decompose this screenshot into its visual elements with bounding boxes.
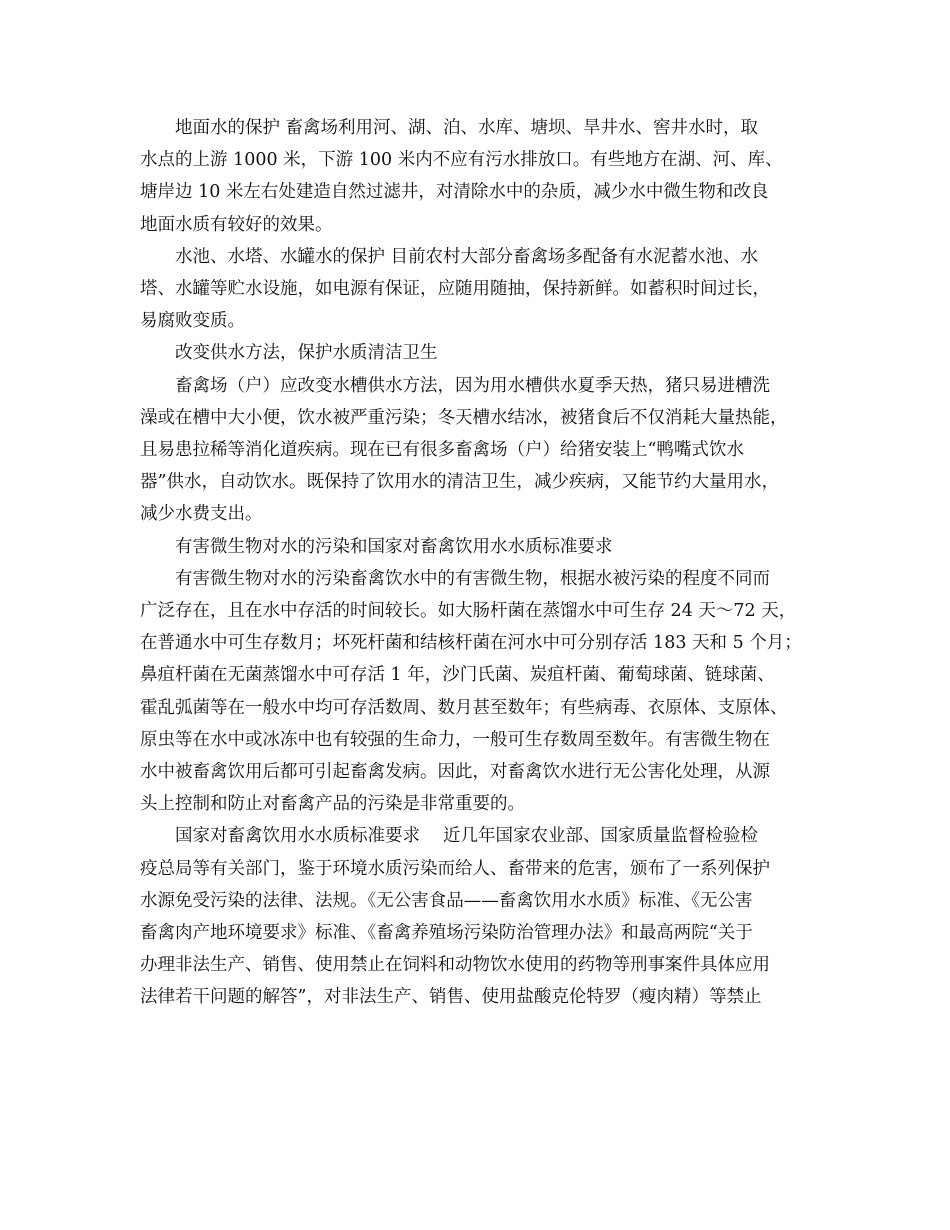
text-line: 在普通水中可生存数月；坏死杆菌和结核杆菌在河水中可分别存活 183 天和 5 个月；: [140, 633, 802, 654]
document-page: [140, 112, 815, 1014]
text-line: 塔、水罐等贮水设施，如电源有保证，应随用随抽，保持新鲜。如蓄积时间过长，: [140, 279, 770, 300]
text-line: 塘岸边 10 米左右处建造自然过滤井，对清除水中的杂质，减少水中微生物和改良: [140, 182, 769, 203]
text-line: 地面水质有较好的效果。: [140, 214, 333, 235]
text-line: 有害微生物对水的污染畜禽饮水中的有害微生物，根据水被污染的程度不同而: [175, 568, 770, 589]
paragraph-surface-water: [140, 112, 815, 241]
text-line: 水中被畜禽饮用后都可引起畜禽发病。因此，对畜禽饮水进行无公害化处理，从源: [140, 762, 770, 783]
text-line: 畜禽场（户）应改变水槽供水方法，因为用水槽供水夏季天热，猪只易进槽洗: [175, 375, 770, 396]
text-line: 法律若干问题的解答”，对非法生产、销售、使用盐酸克伦特罗（瘦肉精）等禁止: [140, 987, 762, 1008]
text-line: 国家对畜禽饮用水水质标准要求 近几年国家农业部、国家质量监督检验检: [175, 826, 759, 847]
paragraph-national-standards: [140, 820, 815, 1013]
text-line: 澡或在槽中大小便，饮水被严重污染；冬天槽水结冰，被猪食后不仅消耗大量热能，: [140, 407, 788, 428]
text-line: 水点的上游 1000 米，下游 100 米内不应有污水排放口。有些地方在湖、河、库、: [140, 150, 783, 171]
paragraph-tank-water: [140, 241, 815, 338]
text-line: 器”供水，自动饮水。既保持了饮用水的清洁卫生，减少疾病，又能节约大量用水，: [140, 472, 779, 493]
text-line: 改变供水方法，保护水质清洁卫生: [175, 343, 438, 364]
text-line: 原虫等在水中或冰冻中也有较强的生命力，一般可生存数周至数年。有害微生物在: [140, 729, 770, 750]
paragraph-microbe-pollution: [140, 563, 815, 821]
paragraph-trough-supply: [140, 370, 815, 531]
text-line: 且易患拉稀等消化道疾病。现在已有很多畜禽场（户）给猪安装上“鸭嘴式饮水: [140, 440, 744, 461]
text-line: 头上控制和防止对畜禽产品的污染是非常重要的。: [140, 794, 525, 815]
text-line: 易腐败变质。: [140, 311, 245, 332]
text-line: 霍乱弧菌等在一般水中均可存活数周、数月甚至数年；有些病毒、衣原体、支原体、: [140, 697, 788, 718]
text-line: 有害微生物对水的污染和国家对畜禽饮用水水质标准要求: [175, 536, 613, 557]
text-line: 疫总局等有关部门，鉴于环境水质污染而给人、畜带来的危害，颁布了一系列保护: [140, 858, 770, 879]
text-line: 畜禽肉产地环境要求》标准、《畜禽养殖场污染防治管理办法》和最高两院“关于: [140, 923, 753, 944]
text-line: 水池、水塔、水罐水的保护 目前农村大部分畜禽场多配备有水泥蓄水池、水: [175, 246, 759, 267]
text-line: 减少水费支出。: [140, 504, 263, 525]
text-line: 鼻疽杆菌在无菌蒸馏水中可存活 1 年，沙门氏菌、炭疽杆菌、葡萄球菌、链球菌、: [140, 665, 775, 686]
text-line: 地面水的保护 畜禽场利用河、湖、泊、水库、塘坝、旱井水、窖井水时，取: [175, 118, 759, 138]
section-heading-microbes: [140, 531, 815, 563]
text-line: 办理非法生产、销售、使用禁止在饲料和动物饮水使用的药物等刑事案件具体应用: [140, 955, 770, 976]
section-heading-water-supply: [140, 337, 815, 369]
text-line: 广泛存在，且在水中存活的时间较长。如大肠杆菌在蒸馏水中可生存 24 天～72 天，: [140, 601, 797, 622]
text-line: 水源免受污染的法律、法规。《无公害食品——畜禽饮用水水质》标准、《无公害: [140, 890, 753, 911]
